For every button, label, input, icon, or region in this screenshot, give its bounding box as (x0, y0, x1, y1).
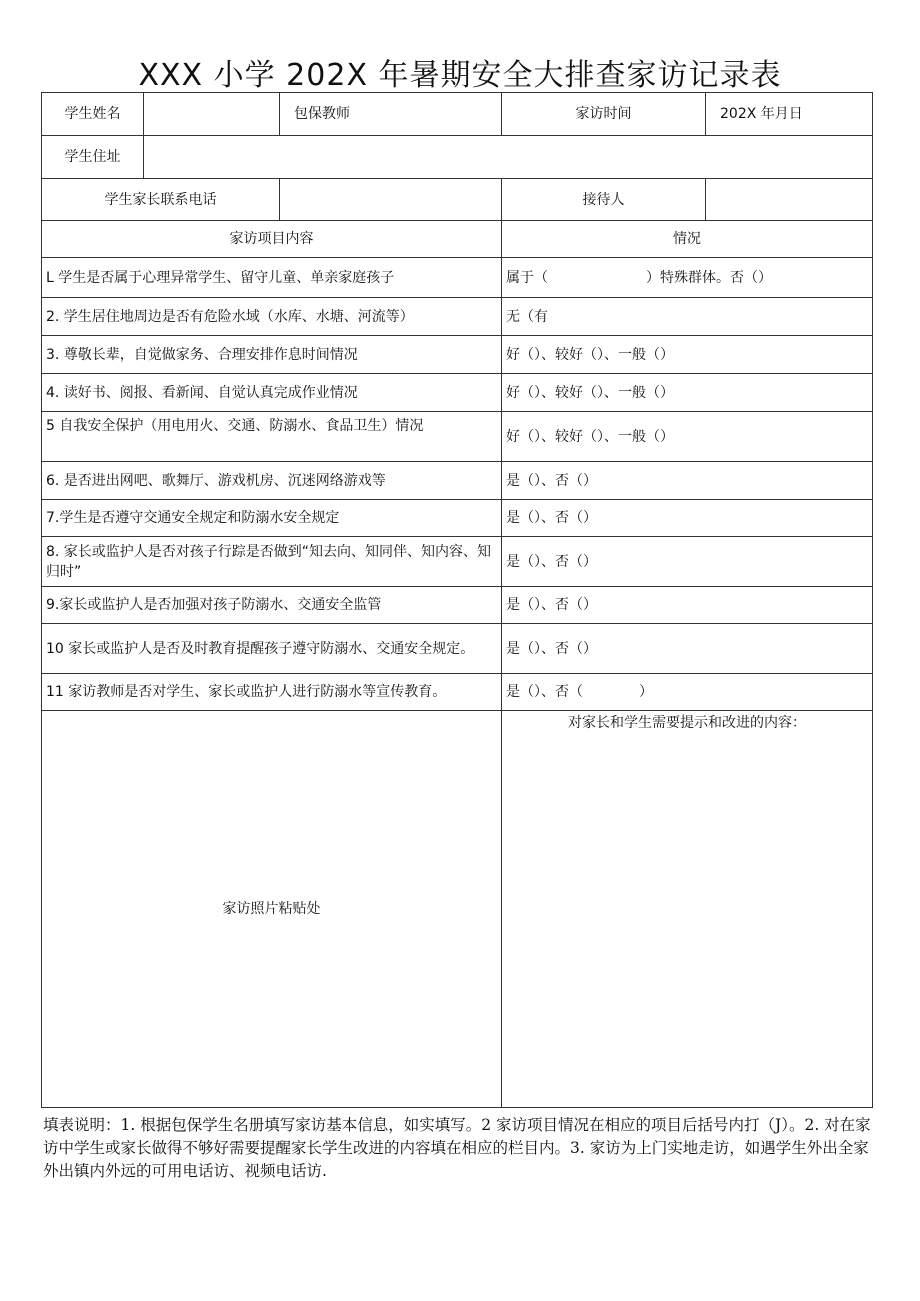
item-text: 3. 尊敬长辈，自觉做家务、合理安排作息时间情况 (42, 336, 502, 374)
student-name-label: 学生姓名 (42, 93, 144, 136)
item-text: 2. 学生居住地周边是否有危险水域（水库、水塘、河流等） (42, 298, 502, 336)
item-status[interactable]: 无（有 (502, 298, 873, 336)
receiver-label: 接待人 (502, 179, 706, 221)
parent-phone-field[interactable] (280, 179, 502, 221)
suggestions-area[interactable]: 对家长和学生需要提示和改进的内容： (502, 711, 873, 1108)
photo-area[interactable]: 家访照片粘贴处 (42, 711, 502, 1108)
home-visit-form (41, 92, 873, 1108)
item-text: 11 家访教师是否对学生、家长或监护人进行防溺水等宣传教育。 (42, 674, 502, 711)
item-status[interactable]: 好（）、较好（）、一般（） (502, 374, 873, 412)
item-status[interactable]: 是（）、否（） (502, 500, 873, 537)
item-status[interactable]: 是（）、否（） (502, 587, 873, 624)
item-text: 7.学生是否遵守交通安全规定和防溺水安全规定 (42, 500, 502, 537)
visit-time-label: 家访时间 (502, 93, 706, 136)
item-text: 6. 是否进出网吧、歌舞厅、游戏机房、沉迷网络游戏等 (42, 462, 502, 500)
address-field[interactable] (144, 136, 873, 179)
item-text: L 学生是否属于心理异常学生、留守儿童、单亲家庭孩子 (42, 258, 502, 298)
item-status[interactable]: 是（）、否（ ） (502, 674, 873, 711)
status-header: 情况 (502, 221, 873, 258)
item-status[interactable]: 是（）、否（） (502, 537, 873, 587)
item-status[interactable]: 是（）、否（） (502, 624, 873, 674)
item-text: 4. 读好书、阅报、看新闻、自觉认真完成作业情况 (42, 374, 502, 412)
student-name-field[interactable] (144, 93, 280, 136)
item-status[interactable]: 好（）、较好（）、一般（） (502, 412, 873, 462)
item-text: 8. 家长或监护人是否对孩子行踪是否做到“知去向、知同伴、知内容、知归时” (42, 537, 502, 587)
item-text: 9.家长或监护人是否加强对孩子防溺水、交通安全监管 (42, 587, 502, 624)
item-text: 5 自我安全保护（用电用火、交通、防溺水、食品卫生）情况 (42, 412, 502, 462)
address-label: 学生住址 (42, 136, 144, 179)
receiver-field[interactable] (706, 179, 873, 221)
form-instructions: 填表说明：1. 根据包保学生名册填写家访基本信息，如实填写。2 家访项目情况在相应的项目后括号内打（J）。2. 对在家访中学生或家长做得不够好需要提醒家长学生改进的内容填在相应的栏目内。3. 家访为上门实地走访，如遇学生外出全家外出镇内外远的可用电话访、视频电话访. (43, 1116, 871, 1180)
page-title: XXX 小学 202X 年暑期安全大排查家访记录表 (138, 58, 782, 93)
visit-time-value[interactable]: 202X 年月日 (706, 93, 873, 136)
item-text: 10 家长或监护人是否及时教育提醒孩子遵守防溺水、交通安全规定。 (42, 624, 502, 674)
item-status[interactable]: 是（）、否（） (502, 462, 873, 500)
teacher-label: 包保教师 (280, 93, 502, 136)
items-header: 家访项目内容 (42, 221, 502, 258)
parent-phone-label: 学生家长联系电话 (42, 179, 280, 221)
item-status[interactable]: 属于（ ）特殊群体。否（） (502, 258, 873, 298)
item-status[interactable]: 好（）、较好（）、一般（） (502, 336, 873, 374)
